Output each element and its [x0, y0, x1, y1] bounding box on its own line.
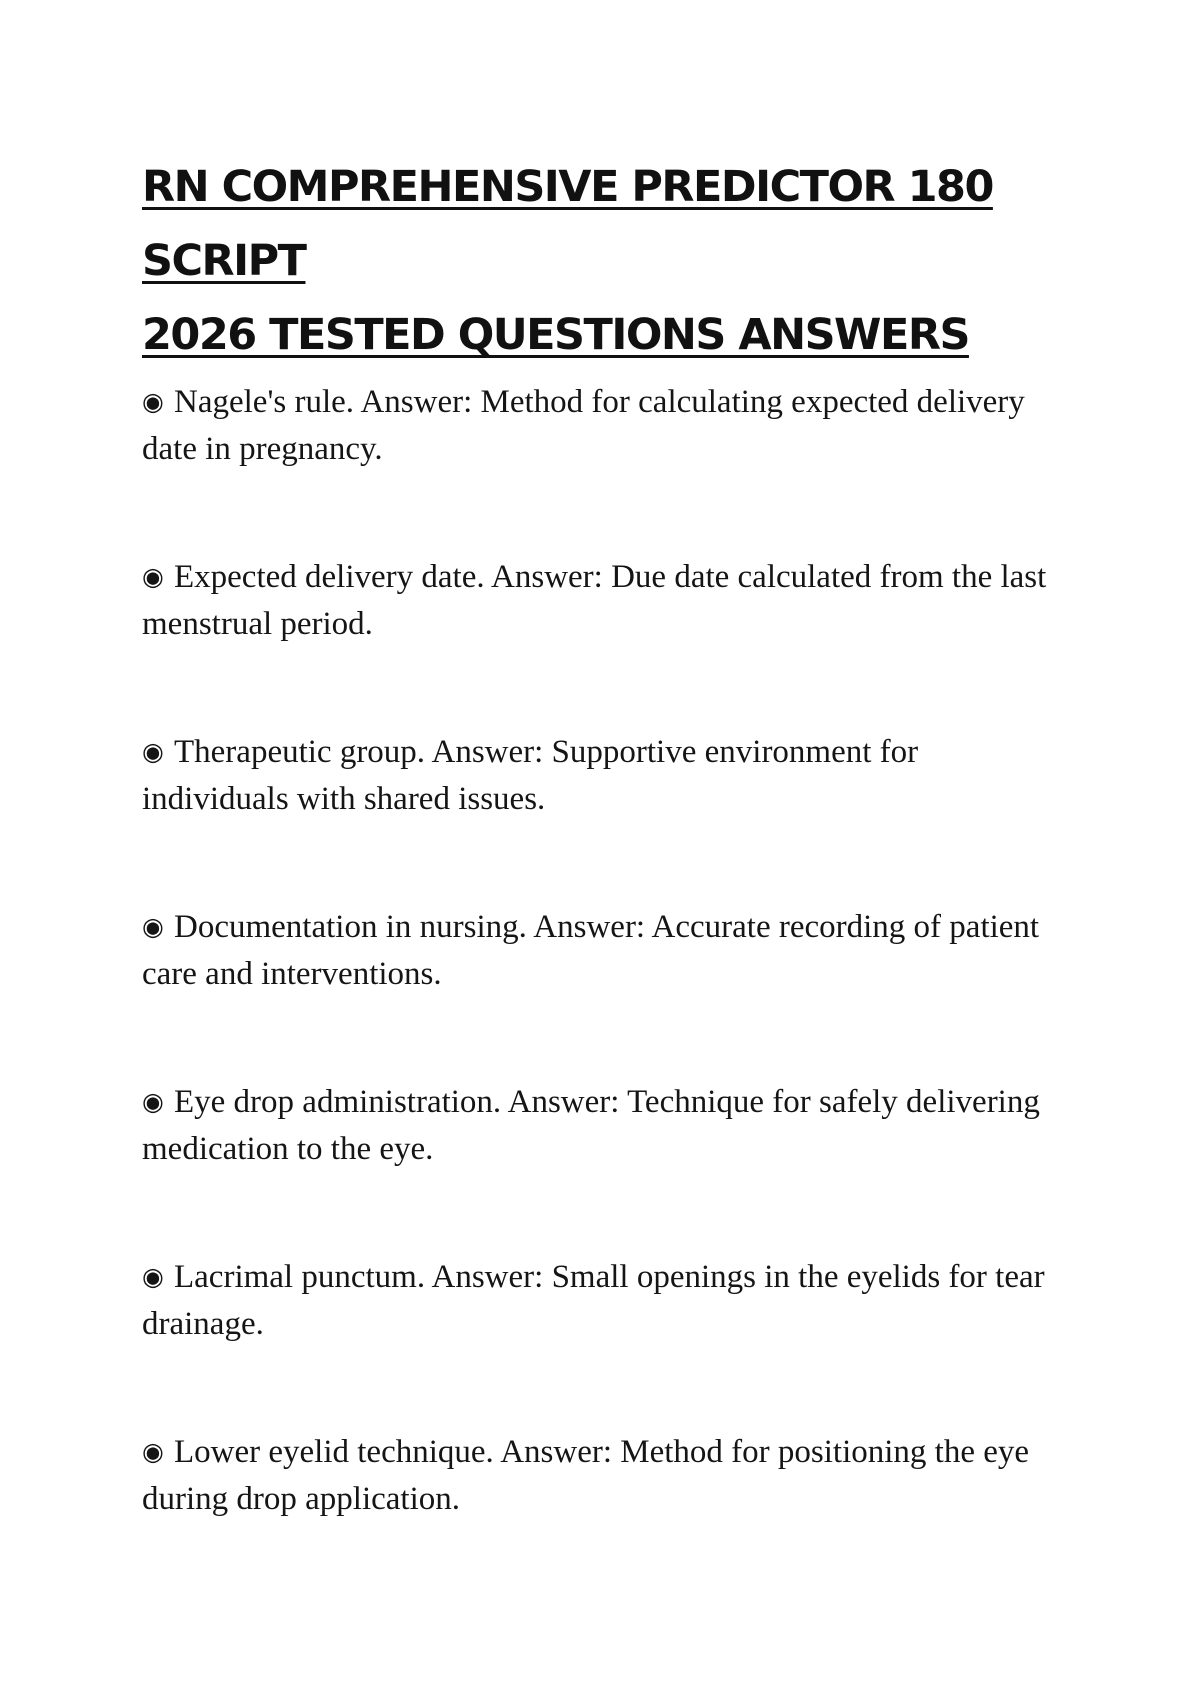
radio-bullet-icon: ◉	[142, 1262, 164, 1291]
page-title	[142, 150, 1062, 372]
qa-text: Lacrimal punctum. Answer: Small openings in the eyelids for tear drainage.	[142, 1259, 1045, 1342]
radio-bullet-icon: ◉	[142, 1437, 164, 1466]
qa-text: Nagele's rule. Answer: Method for calculating expected delivery date in pregnancy.	[142, 384, 1025, 467]
list-item	[142, 1253, 1062, 1428]
qa-text: Documentation in nursing. Answer: Accurate recording of patient care and interventions.	[142, 909, 1040, 992]
qa-text: Therapeutic group. Answer: Supportive environment for individuals with shared issues.	[142, 734, 919, 817]
qa-text: Expected delivery date. Answer: Due date calculated from the last menstrual period.	[142, 559, 1047, 642]
list-item	[142, 903, 1062, 1078]
qa-list	[142, 378, 1062, 1603]
list-item	[142, 1428, 1062, 1603]
radio-bullet-icon: ◉	[142, 387, 164, 416]
list-item	[142, 553, 1062, 728]
list-item	[142, 378, 1062, 553]
list-item	[142, 728, 1062, 903]
radio-bullet-icon: ◉	[142, 1087, 164, 1116]
radio-bullet-icon: ◉	[142, 912, 164, 941]
title-line-2: 2026 TESTED QUESTIONS ANSWERS	[142, 310, 969, 360]
qa-text: Eye drop administration. Answer: Technique for safely delivering medication to the eye.	[142, 1084, 1040, 1167]
radio-bullet-icon: ◉	[142, 737, 164, 766]
title-line-1: RN COMPREHENSIVE PREDICTOR 180 SCRIPT	[142, 162, 993, 286]
qa-text: Lower eyelid technique. Answer: Method for positioning the eye during drop application.	[142, 1434, 1030, 1517]
list-item	[142, 1078, 1062, 1253]
radio-bullet-icon: ◉	[142, 562, 164, 591]
